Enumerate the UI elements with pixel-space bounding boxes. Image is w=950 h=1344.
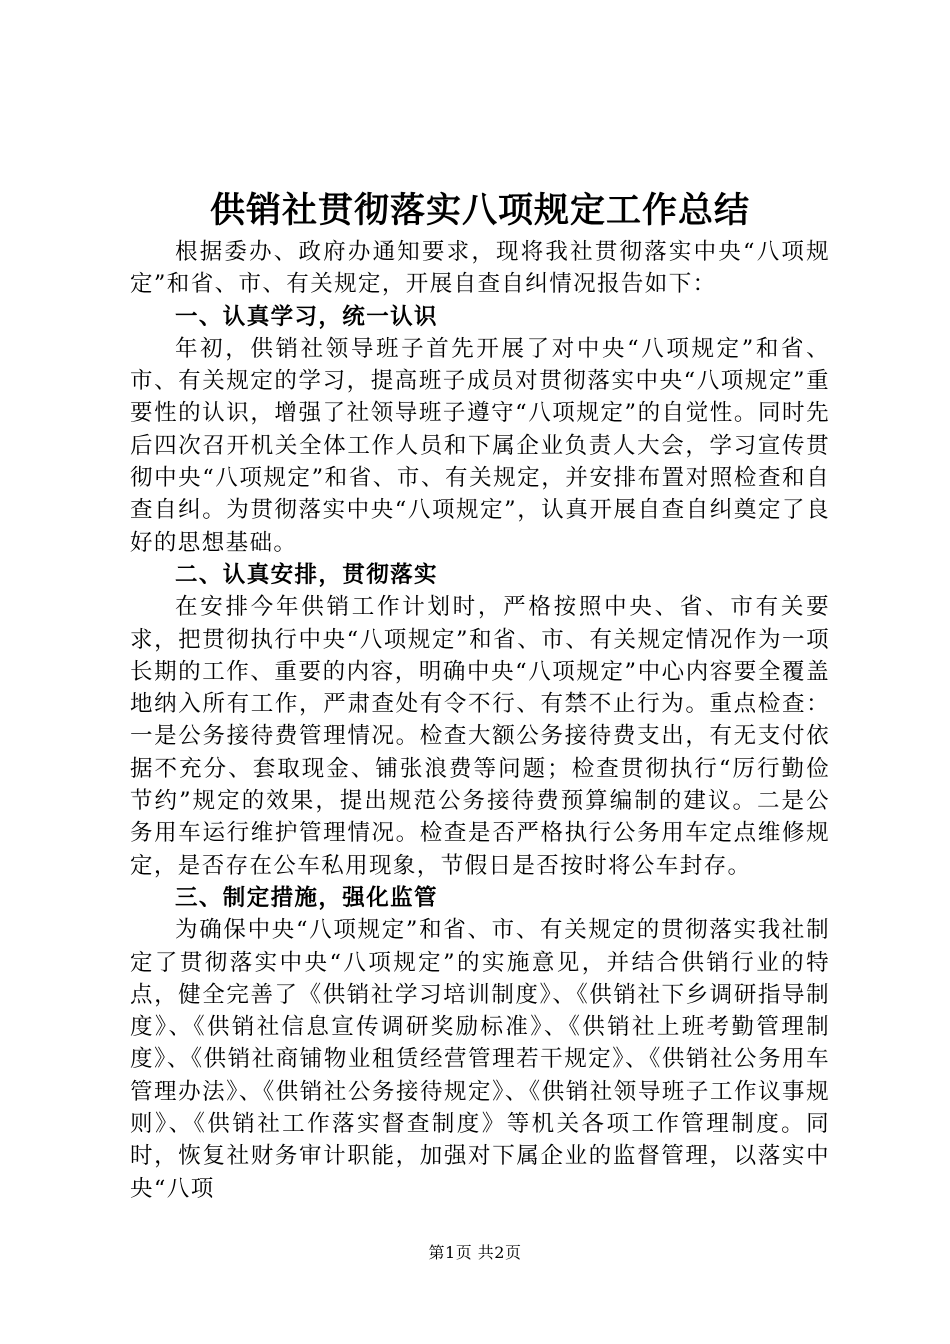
section-3-body: 为确保中央“八项规定”和省、市、有关规定的贯彻落实我社制定了贯彻落实中央“八项规定”的实施意见，并结合供销行业的特点，健全完善了《供销社学习培训制度》、《供销社下乡调研指导制度》、《供销社信息宣传调研奖励标准》、《供销社上班考勤管理制度》、《供销社商铺物业租赁经营管理若干规定》、《供销社公务用车管理办法》、《供销社公务接待规定》、《供销社领导班子工作议事规则》、《供销社工作落实督查制度》等机关各项工作管理制度。同时，恢复社财务审计职能，加强对下属企业的监督管理，以落实中央“八项 — [130, 917, 830, 1202]
document-title: 供销社贯彻落实八项规定工作总结 — [209, 190, 750, 231]
section-2-body: 在安排今年供销工作计划时，严格按照中央、省、市有关要求，把贯彻执行中央“八项规定”和省、市、有关规定情况作为一项长期的工作、重要的内容，明确中央“八项规定”中心内容要全覆盖地纳入所有工作，严肃查处有令不行、有禁不止行为。重点检查：一是公务接待费管理情况。检查大额公务接待费支出，有无支付依据不充分、套取现金、铺张浪费等问题；检查贯彻执行“厉行勤俭节约”规定的效果，提出规范公务接待费预算编制的建议。二是公务用车运行维护管理情况。检查是否严格执行公务用车定点维修规定，是否存在公车私用现象，节假日是否按时将公车封存。 — [130, 594, 830, 879]
page-footer: 第1页 共2页 — [428, 1243, 522, 1262]
section-1-heading: 一、认真学习，统一认识 — [175, 303, 438, 330]
intro-paragraph: 根据委办、政府办通知要求，现将我社贯彻落实中央“八项规定”和省、市、有关规定，开展自查自纠情况报告如下： — [130, 239, 830, 298]
section-1-body: 年初，供销社领导班子首先开展了对中央“八项规定”和省、市、有关规定的学习，提高班子成员对贯彻落实中央“八项规定”重要性的认识，增强了社领导班子遵守“八项规定”的自觉性。同时先后四次召开机关全体工作人员和下属企业负责人大会，学习宣传贯彻中央“八项规定”和省、市、有关规定，并安排布置对照检查和自查自纠。为贯彻落实中央“八项规定”，认真开展自查自纠奠定了良好的思想基础。 — [130, 335, 830, 556]
section-2-heading: 二、认真安排，贯彻落实 — [175, 561, 438, 588]
document-page — [130, 188, 830, 1205]
section-3-heading: 三、制定措施，强化监管 — [175, 884, 438, 911]
